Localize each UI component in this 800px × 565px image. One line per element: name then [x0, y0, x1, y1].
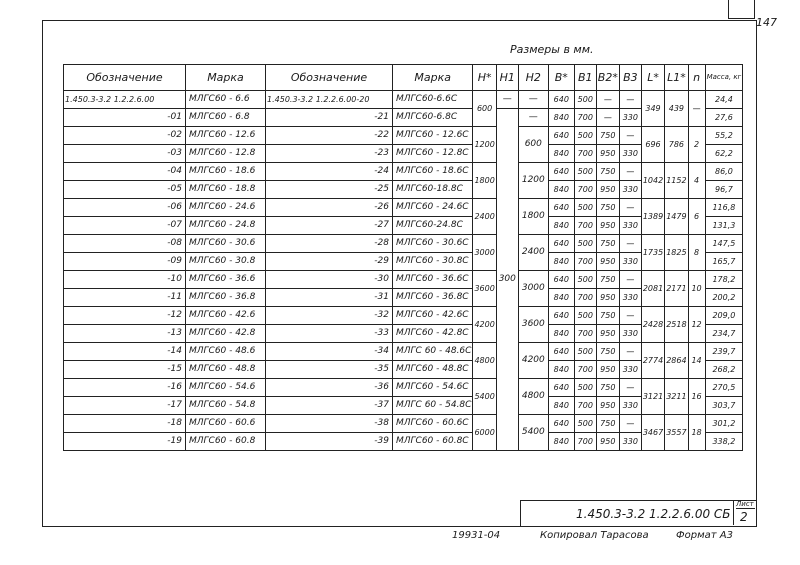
mark-2-cell: МЛГС60 - 36.6С [393, 271, 473, 289]
mark-cell: МЛГС60 - 60.8 [186, 433, 266, 451]
inventory-number: 19931-04 [452, 530, 501, 541]
l-cell: 1042 [641, 163, 664, 199]
designation-2-cell: -25 [266, 181, 393, 199]
mark-2-cell: МЛГС60 - 36.8С [393, 289, 473, 307]
b-cell: 640 [548, 271, 574, 289]
mark-cell: МЛГС60 - 54.8 [186, 397, 266, 415]
n-cell: 8 [688, 235, 705, 271]
l1-cell: 2171 [665, 271, 688, 307]
h-cell: 2400 [473, 199, 496, 235]
mark-2-cell: МЛГС60 - 30.8С [393, 253, 473, 271]
b1-cell: 500 [574, 415, 596, 433]
dimensions-caption: Размеры в мм. [510, 43, 594, 56]
corner-stamp-box [728, 0, 755, 19]
designation-2-cell: -39 [266, 433, 393, 451]
copier-note: Копировал Тарасова [540, 530, 649, 541]
designation-2-cell: -34 [266, 343, 393, 361]
b1-cell: 700 [574, 325, 596, 343]
n-cell: — [688, 91, 705, 127]
table-row [64, 217, 743, 235]
table-row [64, 91, 743, 109]
l1-cell: 1479 [665, 199, 688, 235]
mark-2-cell: МЛГС60-6.6С [393, 91, 473, 109]
designation-2-cell: -36 [266, 379, 393, 397]
mass-cell: 131,3 [705, 217, 743, 235]
mark-cell: МЛГС60 - 48.6 [186, 343, 266, 361]
b3-cell: 330 [619, 433, 641, 451]
b1-cell: 500 [574, 199, 596, 217]
b2-cell: 750 [596, 199, 619, 217]
b-cell: 640 [548, 163, 574, 181]
header-b1: B1 [574, 65, 596, 91]
designation-cell: -07 [64, 217, 186, 235]
b-cell: 640 [548, 127, 574, 145]
b3-cell: — [619, 343, 641, 361]
mark-2-cell: МЛГС60 - 54.6С [393, 379, 473, 397]
b-cell: 840 [548, 289, 574, 307]
mark-2-cell: МЛГС 60 - 48.6С [393, 343, 473, 361]
b2-cell: 950 [596, 181, 619, 199]
b1-cell: 700 [574, 433, 596, 451]
mark-2-cell: МЛГС60-18.8С [393, 181, 473, 199]
mark-2-cell: МЛГС60 - 24.6С [393, 199, 473, 217]
b-cell: 640 [548, 343, 574, 361]
b2-cell: 950 [596, 397, 619, 415]
b1-cell: 700 [574, 289, 596, 307]
b-cell: 840 [548, 361, 574, 379]
designation-cell: -18 [64, 415, 186, 433]
table-row [64, 127, 743, 145]
designation-2-cell: -35 [266, 361, 393, 379]
table-row [64, 163, 743, 181]
b-cell: 840 [548, 253, 574, 271]
header-mark-2: Марка [393, 65, 473, 91]
header-h: H* [473, 65, 496, 91]
b2-cell: 750 [596, 127, 619, 145]
mass-cell: 27,6 [705, 109, 743, 127]
b-cell: 840 [548, 181, 574, 199]
header-mass: Масса, кг [705, 65, 743, 91]
l1-cell: 2864 [665, 343, 688, 379]
designation-cell: -11 [64, 289, 186, 307]
b1-cell: 700 [574, 145, 596, 163]
b-cell: 640 [548, 415, 574, 433]
mark-cell: МЛГС60 - 6.6 [186, 91, 266, 109]
table-row [64, 397, 743, 415]
b3-cell: — [619, 307, 641, 325]
header-designation-2: Обозначение [266, 65, 393, 91]
l-cell: 696 [641, 127, 664, 163]
b2-cell: 950 [596, 253, 619, 271]
designation-2-cell: -21 [266, 109, 393, 127]
designation-2-cell: -24 [266, 163, 393, 181]
l1-cell: 1152 [665, 163, 688, 199]
mark-cell: МЛГС60 - 54.6 [186, 379, 266, 397]
specification-table [63, 64, 743, 451]
mark-cell: МЛГС60 - 18.6 [186, 163, 266, 181]
h2-cell: — [518, 91, 548, 109]
l-cell: 1389 [641, 199, 664, 235]
h-cell: 4200 [473, 307, 496, 343]
b-cell: 840 [548, 325, 574, 343]
b2-cell: 950 [596, 217, 619, 235]
h1-cell: — [496, 91, 518, 109]
b1-cell: 500 [574, 235, 596, 253]
mass-cell: 178,2 [705, 271, 743, 289]
designation-cell: -03 [64, 145, 186, 163]
mass-cell: 147,5 [705, 235, 743, 253]
n-cell: 10 [688, 271, 705, 307]
n-cell: 18 [688, 415, 705, 451]
l1-cell: 1825 [665, 235, 688, 271]
mark-2-cell: МЛГС60 - 60.6С [393, 415, 473, 433]
header-designation: Обозначение [64, 65, 186, 91]
n-cell: 12 [688, 307, 705, 343]
table-row [64, 145, 743, 163]
l1-cell: 3211 [665, 379, 688, 415]
b2-cell: 950 [596, 145, 619, 163]
designation-cell: -08 [64, 235, 186, 253]
b3-cell: 330 [619, 289, 641, 307]
sheet-number: 2 [740, 510, 748, 524]
designation-2-cell: -26 [266, 199, 393, 217]
mark-cell: МЛГС60 - 36.6 [186, 271, 266, 289]
b1-cell: 500 [574, 307, 596, 325]
n-cell: 14 [688, 343, 705, 379]
table-row [64, 415, 743, 433]
mass-cell: 301,2 [705, 415, 743, 433]
b2-cell: 750 [596, 415, 619, 433]
mark-cell: МЛГС60 - 60.6 [186, 415, 266, 433]
mass-cell: 55,2 [705, 127, 743, 145]
page-number: 147 [756, 16, 777, 29]
l-cell: 2081 [641, 271, 664, 307]
h2-cell: 5400 [518, 415, 548, 451]
b-cell: 640 [548, 307, 574, 325]
l-cell: 1735 [641, 235, 664, 271]
header-h1: H1 [496, 65, 518, 91]
table-row [64, 325, 743, 343]
mass-cell: 239,7 [705, 343, 743, 361]
designation-2-cell: -30 [266, 271, 393, 289]
b1-cell: 700 [574, 397, 596, 415]
b3-cell: 330 [619, 145, 641, 163]
designation-cell: -05 [64, 181, 186, 199]
h-cell: 3600 [473, 271, 496, 307]
mark-2-cell: МЛГС60 - 12.6С [393, 127, 473, 145]
b3-cell: — [619, 91, 641, 109]
format-note: Формат А3 [676, 530, 733, 541]
b2-cell: 750 [596, 343, 619, 361]
title-block [520, 500, 757, 526]
b3-cell: 330 [619, 397, 641, 415]
b3-cell: 330 [619, 181, 641, 199]
mass-cell: 200,2 [705, 289, 743, 307]
header-h2: H2 [518, 65, 548, 91]
designation-cell: -09 [64, 253, 186, 271]
b-cell: 840 [548, 217, 574, 235]
b-cell: 640 [548, 379, 574, 397]
b2-cell: — [596, 91, 619, 109]
header-b: B* [548, 65, 574, 91]
table-row [64, 379, 743, 397]
table-header-row [64, 65, 743, 91]
mark-2-cell: МЛГС60-6.8С [393, 109, 473, 127]
designation-cell: -04 [64, 163, 186, 181]
document-code: 1.450.3-3.2 1.2.2.6.00 СБ [576, 507, 731, 521]
b1-cell: 500 [574, 271, 596, 289]
designation-cell: -19 [64, 433, 186, 451]
l-cell: 349 [641, 91, 664, 127]
b2-cell: 950 [596, 361, 619, 379]
h2-cell: 3600 [518, 307, 548, 343]
header-n: n [688, 65, 705, 91]
b-cell: 640 [548, 91, 574, 109]
table-row [64, 271, 743, 289]
designation-2-cell: -28 [266, 235, 393, 253]
mark-2-cell: МЛГС 60 - 54.8С [393, 397, 473, 415]
designation-2-cell: -22 [266, 127, 393, 145]
b3-cell: — [619, 379, 641, 397]
l-cell: 3467 [641, 415, 664, 451]
mark-cell: МЛГС60 - 42.6 [186, 307, 266, 325]
mark-2-cell: МЛГС60 - 60.8С [393, 433, 473, 451]
b3-cell: — [619, 415, 641, 433]
table-row [64, 343, 743, 361]
h2-cell: — [518, 109, 548, 127]
mass-cell: 62,2 [705, 145, 743, 163]
h2-cell: 2400 [518, 235, 548, 271]
mass-cell: 270,5 [705, 379, 743, 397]
mark-cell: МЛГС60 - 18.8 [186, 181, 266, 199]
h-cell: 6000 [473, 415, 496, 451]
b1-cell: 500 [574, 127, 596, 145]
b1-cell: 700 [574, 217, 596, 235]
b2-cell: 750 [596, 163, 619, 181]
b1-cell: 700 [574, 109, 596, 127]
designation-2-cell: -33 [266, 325, 393, 343]
b3-cell: — [619, 127, 641, 145]
designation-cell: 1.450.3-3.2 1.2.2.6.00 [64, 91, 186, 109]
designation-cell: -16 [64, 379, 186, 397]
h2-cell: 3000 [518, 271, 548, 307]
mark-2-cell: МЛГС60 - 42.6С [393, 307, 473, 325]
designation-cell: -06 [64, 199, 186, 217]
table-row [64, 235, 743, 253]
b2-cell: 750 [596, 235, 619, 253]
n-cell: 2 [688, 127, 705, 163]
table-row [64, 199, 743, 217]
sheet-label: Лист [736, 500, 754, 508]
mass-cell: 96,7 [705, 181, 743, 199]
mass-cell: 209,0 [705, 307, 743, 325]
table-row [64, 433, 743, 451]
mark-2-cell: МЛГС60 - 48.8С [393, 361, 473, 379]
designation-cell: -15 [64, 361, 186, 379]
l1-cell: 3557 [665, 415, 688, 451]
b1-cell: 700 [574, 361, 596, 379]
designation-cell: -10 [64, 271, 186, 289]
designation-cell: -17 [64, 397, 186, 415]
n-cell: 4 [688, 163, 705, 199]
b3-cell: 330 [619, 361, 641, 379]
b2-cell: 950 [596, 325, 619, 343]
h2-cell: 4800 [518, 379, 548, 415]
b-cell: 840 [548, 433, 574, 451]
table-row [64, 307, 743, 325]
mark-cell: МЛГС60 - 12.8 [186, 145, 266, 163]
b1-cell: 700 [574, 181, 596, 199]
table-row [64, 289, 743, 307]
mark-cell: МЛГС60 - 24.8 [186, 217, 266, 235]
table-row [64, 181, 743, 199]
designation-2-cell: -37 [266, 397, 393, 415]
designation-cell: -02 [64, 127, 186, 145]
table-row [64, 253, 743, 271]
b2-cell: 750 [596, 379, 619, 397]
mark-2-cell: МЛГС60 - 12.8С [393, 145, 473, 163]
mark-2-cell: МЛГС60-24.8С [393, 217, 473, 235]
l-cell: 2774 [641, 343, 664, 379]
b1-cell: 500 [574, 343, 596, 361]
h-cell: 600 [473, 91, 496, 127]
b2-cell: 950 [596, 433, 619, 451]
mass-cell: 165,7 [705, 253, 743, 271]
header-b3: B3 [619, 65, 641, 91]
designation-2-cell: -38 [266, 415, 393, 433]
mark-2-cell: МЛГС60 - 18.6С [393, 163, 473, 181]
designation-cell: -14 [64, 343, 186, 361]
l-cell: 2428 [641, 307, 664, 343]
header-l1: L1* [665, 65, 688, 91]
b3-cell: 330 [619, 109, 641, 127]
h-cell: 3000 [473, 235, 496, 271]
mark-2-cell: МЛГС60 - 30.6С [393, 235, 473, 253]
mass-cell: 338,2 [705, 433, 743, 451]
designation-2-cell: -27 [266, 217, 393, 235]
b-cell: 640 [548, 235, 574, 253]
b3-cell: — [619, 271, 641, 289]
b3-cell: 330 [619, 217, 641, 235]
b1-cell: 700 [574, 253, 596, 271]
mark-cell: МЛГС60 - 30.8 [186, 253, 266, 271]
mark-cell: МЛГС60 - 6.8 [186, 109, 266, 127]
sheet-box [733, 500, 757, 525]
b2-cell: — [596, 109, 619, 127]
mass-cell: 24,4 [705, 91, 743, 109]
designation-2-cell: 1.450.3-3.2 1.2.2.6.00-20 [266, 91, 393, 109]
table-row [64, 361, 743, 379]
header-mark: Марка [186, 65, 266, 91]
mark-cell: МЛГС60 - 24.6 [186, 199, 266, 217]
n-cell: 6 [688, 199, 705, 235]
b2-cell: 950 [596, 289, 619, 307]
h1-cell: 300 [496, 109, 518, 451]
designation-cell: -12 [64, 307, 186, 325]
b3-cell: — [619, 163, 641, 181]
mass-cell: 268,2 [705, 361, 743, 379]
b3-cell: 330 [619, 325, 641, 343]
h2-cell: 600 [518, 127, 548, 163]
h-cell: 4800 [473, 343, 496, 379]
header-b2: B2* [596, 65, 619, 91]
designation-2-cell: -29 [266, 253, 393, 271]
mark-cell: МЛГС60 - 36.8 [186, 289, 266, 307]
designation-2-cell: -23 [266, 145, 393, 163]
h-cell: 5400 [473, 379, 496, 415]
mark-cell: МЛГС60 - 48.8 [186, 361, 266, 379]
h-cell: 1200 [473, 127, 496, 163]
b-cell: 840 [548, 145, 574, 163]
table-row [64, 109, 743, 127]
mark-cell: МЛГС60 - 12.6 [186, 127, 266, 145]
b1-cell: 500 [574, 163, 596, 181]
mass-cell: 234,7 [705, 325, 743, 343]
designation-2-cell: -32 [266, 307, 393, 325]
b3-cell: — [619, 199, 641, 217]
n-cell: 16 [688, 379, 705, 415]
b-cell: 640 [548, 199, 574, 217]
mark-cell: МЛГС60 - 30.6 [186, 235, 266, 253]
l1-cell: 786 [665, 127, 688, 163]
header-l: L* [641, 65, 664, 91]
designation-cell: -13 [64, 325, 186, 343]
mass-cell: 116,8 [705, 199, 743, 217]
b3-cell: — [619, 235, 641, 253]
b-cell: 840 [548, 397, 574, 415]
b1-cell: 500 [574, 91, 596, 109]
designation-cell: -01 [64, 109, 186, 127]
b-cell: 840 [548, 109, 574, 127]
h2-cell: 1800 [518, 199, 548, 235]
h2-cell: 1200 [518, 163, 548, 199]
mass-cell: 86,0 [705, 163, 743, 181]
designation-2-cell: -31 [266, 289, 393, 307]
l1-cell: 439 [665, 91, 688, 127]
l1-cell: 2518 [665, 307, 688, 343]
h2-cell: 4200 [518, 343, 548, 379]
b3-cell: 330 [619, 253, 641, 271]
mark-2-cell: МЛГС60 - 42.8С [393, 325, 473, 343]
mark-cell: МЛГС60 - 42.8 [186, 325, 266, 343]
mass-cell: 303,7 [705, 397, 743, 415]
b1-cell: 500 [574, 379, 596, 397]
b2-cell: 750 [596, 271, 619, 289]
l-cell: 3121 [641, 379, 664, 415]
b2-cell: 750 [596, 307, 619, 325]
h-cell: 1800 [473, 163, 496, 199]
